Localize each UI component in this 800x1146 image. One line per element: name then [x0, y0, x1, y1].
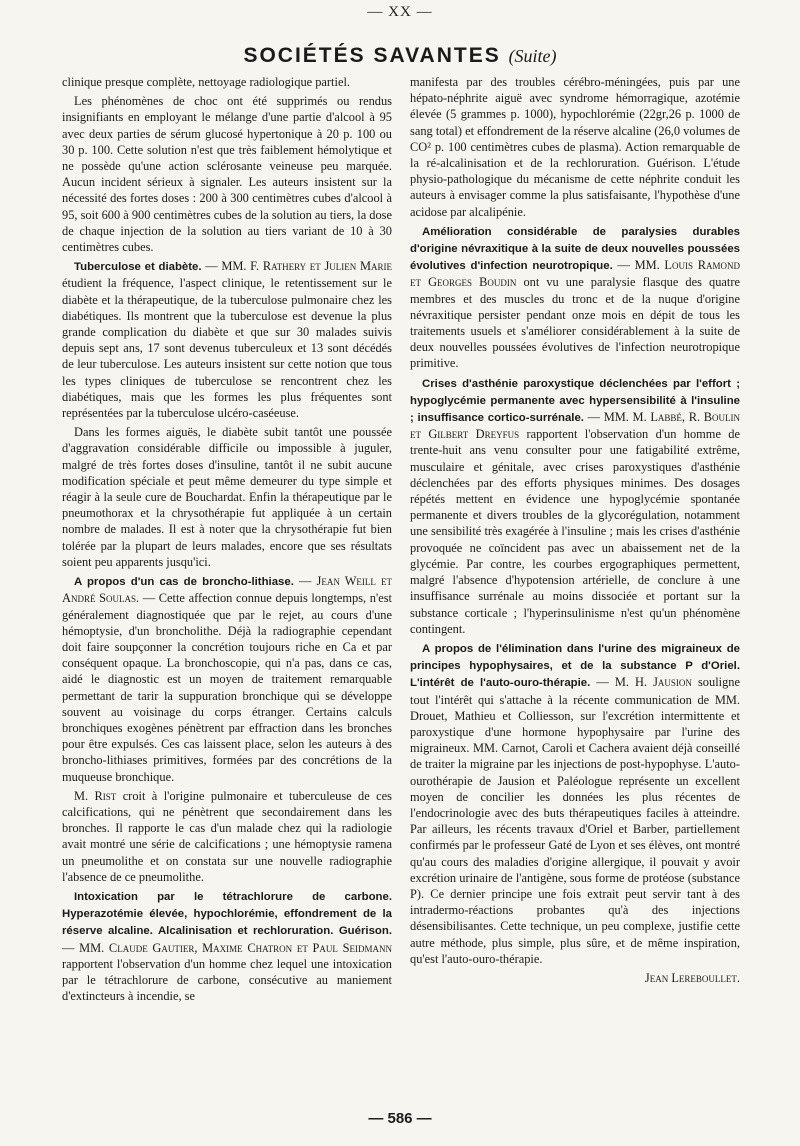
abstract-authors: — MM. Claude Gautier, Maxime Chatron et Paul Seidmann — [62, 940, 392, 955]
abstract-heading: Tuberculose et diabète. — [74, 261, 202, 274]
abstract-authors: — M. H. Jausion — [596, 675, 692, 690]
abstract-heading: A propos de l'élimination dans l'urine des migraineux de principes hypophysaires, et de la substance P d'Oriel. L'intérêt de l'auto-ouro-thérapie. — [410, 642, 740, 690]
paragraph: clinique presque complète, nettoyage radiologique partiel. — [62, 75, 350, 89]
abstract-text: étudient la fréquence, l'aspect clinique, le retentissement sur le diabète et la thérapeutique, de la tuberculose pulmonaire chez les diabétiques. Ils montrent que la tuberculose est devenue la plus grande complication du diabète et que sur 30 malades suivis depuis sept ans, 17 sont devenus tuberculeux et 13 sont décédés de leur tuberculose. Les auteurs insistent sur cette notion que tous les types cliniques de tuberculose se rencontrent chez les diabétiques, mais que les formes les plus fréquentes sont représentées par la tuberculose ulcéro-caséeuse. — [62, 276, 392, 421]
section-title-text: SOCIÉTÉS SAVANTES — [243, 44, 501, 67]
abstract-heading: A propos d'un cas de broncho-lithiase. — [74, 576, 294, 589]
abstract-broncho-lithiase — [62, 573, 392, 785]
abstract-authors: — MM. M. Labbé, R. Boulin et Gilbert Dreyfus — [410, 410, 740, 442]
abstract-tetrachlorure — [62, 888, 392, 1004]
abstract-migraineux — [410, 640, 740, 967]
paragraph-text: croit à l'origine pulmonaire et tuberculeuse de ces calcifications, qui ne pénètrent que secondairement dans les bronches. Il rapporte le cas d'un malade chez qui la radiologie avait montré une série de calcifications ; une hémoptysie ramena un pneumolithe et on constata sur une nouvelle radiographie l'absence de ce pneumolithe. — [62, 788, 392, 884]
paragraph-rist — [62, 788, 392, 885]
abstract-authors: — MM. Louis Ramond et Georges Boudin — [410, 258, 740, 290]
signature: Jean Lereboullet. — [644, 970, 740, 985]
section-title — [0, 44, 800, 68]
paragraph: Les phénomènes de choc ont été supprimés ou rendus insignifiants en employant le mélange d'une partie d'alcool à 95 avec deux parties de sérum glucosé hypertonique à 20 p. 100 ou 30 p. 100. Cette solution n'est que très faiblement hémolytique et ne possède qu'une action sclérosante veineuse peu marquée. Aucun incident sérieux à signaler. Les auteurs insistent sur la nécessité des fortes doses : 200 à 300 centimètres cubes d'alcool à 95, soit 600 à 900 centimètres cubes de la solution au tiers, la dose de chaque injection de la solution au tiers variant de 10 à 30 centimètres cubes. — [62, 94, 392, 255]
abstract-text: — Cette affection connue depuis longtemps, n'est généralement diagnostiquée que par le rejet, au cours d'une hémoptysie, d'un broncholithe. Déjà la radiographie cependant doit faire soupçonner la concrétion toujours riche en Ca et par conséquent opaque. La bronchoscopie, qui n'a pas, dans ce cas, aidé le diagnostic est un moyen de traitement remarquable permettant de tarir la suppuration bronchique qui se développe souvent au voisinage du corps étranger. Certains calculs bronchiques exogènes pénètrent par effraction dans les bronches pour être expulsés. Ces cas laissent place, selon les auteurs à des broncho-lithiases primitives, formées par des concrétions de la muqueuse bronchique. — [62, 591, 392, 784]
author-name: M. Rist — [74, 788, 117, 803]
abstract-authors: — MM. F. Rathery et Julien Marie — [205, 259, 392, 274]
abstract-text: rapportent l'observation d'un homme chez lequel une intoxication par le tétrachlorure de carbone, consécutive au maniement d'extincteurs à incendie, se — [62, 956, 392, 1004]
abstract-paralysies — [410, 223, 740, 372]
page-number: — 586 — — [368, 1110, 432, 1127]
section-title-suite: (Suite) — [508, 46, 557, 66]
abstract-asthenie — [410, 375, 740, 637]
roman-page-mark: — XX — — [367, 4, 433, 20]
paragraph: Dans les formes aiguës, le diabète subit tantôt une poussée d'aggravation considérable difficile ou impossible à juguler, malgré de très fortes doses d'insuline, tantôt il ne subit aucune modification spéciale et peut même demeurer du type simple et réagir à la seule cure de Bouchardat. Enfin la thérapeutique par le pneumothorax et la chrysothérapie fut appliquée à un certain nombre de malades. Il est à noter que la chrysothérapie fut bien tolérée par la plupart de leurs malades, encore que ses résultats soient peu apparents jusqu'ici. — [62, 425, 392, 569]
left-column — [62, 74, 392, 1084]
abstract-heading: Crises d'asthénie paroxystique déclenchées par l'effort ; hypoglycémie permanente avec hypersensibilité à l'insuline ; insuffisance cortico-surrénale. — [410, 377, 740, 425]
paragraph: manifesta par des troubles cérébro-méningées, puis par une hépato-néphrite aiguë avec syndrome hémorragique, azotémie élevée (5 grammes p. 1000), hypochlorémie (22gr,26 p. 1000 de sang total) et effondrement de la réserve alcaline (26,0 volumes de CO² p. 100 centimètres cubes de plasma). Action remarquable de la ré-alcalinisation et de la rechloruration. Guérison. L'étude physio-pathologique du mécanisme de cette néphrite conduit les auteurs à envisager comme la plus satisfaisante, l'hypothèse d'une acidose par alcalipénie. — [410, 75, 740, 219]
abstract-text: rapportent l'observation d'un homme de trente-huit ans venu consulter pour une fatigabilité extrême, musculaire et génitale, avec crises paroxystiques d'asthénie déclenchées par des efforts physiques minimes. Des dosages répétés mettent en évidence une hypoglycémie spontanée permanente et divers troubles de la glycorégulation, notamment une sensibilité très exagérée à l'insuline ; mais les crises d'asthénie provoquée ne coïncident pas avec un abaissement net de la glycémie. Par contre, les courbes ergographiques permettent, malgré l'absence d'hypotension artérielle, de conclure à une insuffisance surrénale au moins dissociée et portant sur la substance corticale ; l'hyperinsulinisme n'est qu'un phénomène contingent. — [410, 427, 740, 636]
abstract-heading: Intoxication par le tétrachlorure de carbone. Hyperazotémie élevée, hypochlorémie, effondrement de la réserve alcaline. Alcalinisation et rechloruration. Guérison. — [62, 890, 392, 938]
abstract-tuberculose-diabete — [62, 258, 392, 421]
abstract-text: ont vu une paralysie flasque des quatre membres et des muscles du tronc et de la nuque d'origine névraxitique persister pendant onze mois en dépit de tous les traitements usuels et s'améliorer considérablement à la suite de deux nouvelles poussées évolutives de l'infection neurotropique primitive. — [410, 275, 740, 371]
abstract-authors: — Jean Weill et André Soulas. — [62, 574, 392, 606]
abstract-text: souligne tout l'intérêt qui s'attache à la récente communication de MM. Drouet, Mathieu et Colliesson, sur l'excrétion intermittente et paroxystique d'une hormone hypophysaire par l'urine des migraineux. MM. Carnot, Caroli et Cachera avaient déjà conseillé de traiter la migraine par les injections de post-hypophyse. L'auto-ourothérapie de Jausion et Paléologue représente un excellent moyen de concilier les données les plus récentes de l'endocrinologie avec des buts thérapeutiques faciles à atteindre. Par ailleurs, les récents travaux d'Oriel et Barber, partiellement confirmés par le professeur Gaté de Lyon et ses élèves, ont montré qu'au cours des maladies d'origine allergique, il pouvait y avoir excrétion urinaire de l'antigène, sous forme de protéose (substance P). Ce dernier principe une fois extrait peut servir tant à des intradermo-réactions probantes qu'à des injections désensibilisantes. Cette technique, un peu complexe, justifie cette autre méthode, plus simple, plus sûre, et de même inspiration, qu'est l'auto-ouro-thérapie. — [410, 675, 740, 966]
right-column — [410, 74, 740, 1084]
abstract-heading: Amélioration considérable de paralysies durables d'origine névraxitique à la suite de deux nouvelles poussées évolutives d'infection neurotropique. — [410, 225, 740, 273]
